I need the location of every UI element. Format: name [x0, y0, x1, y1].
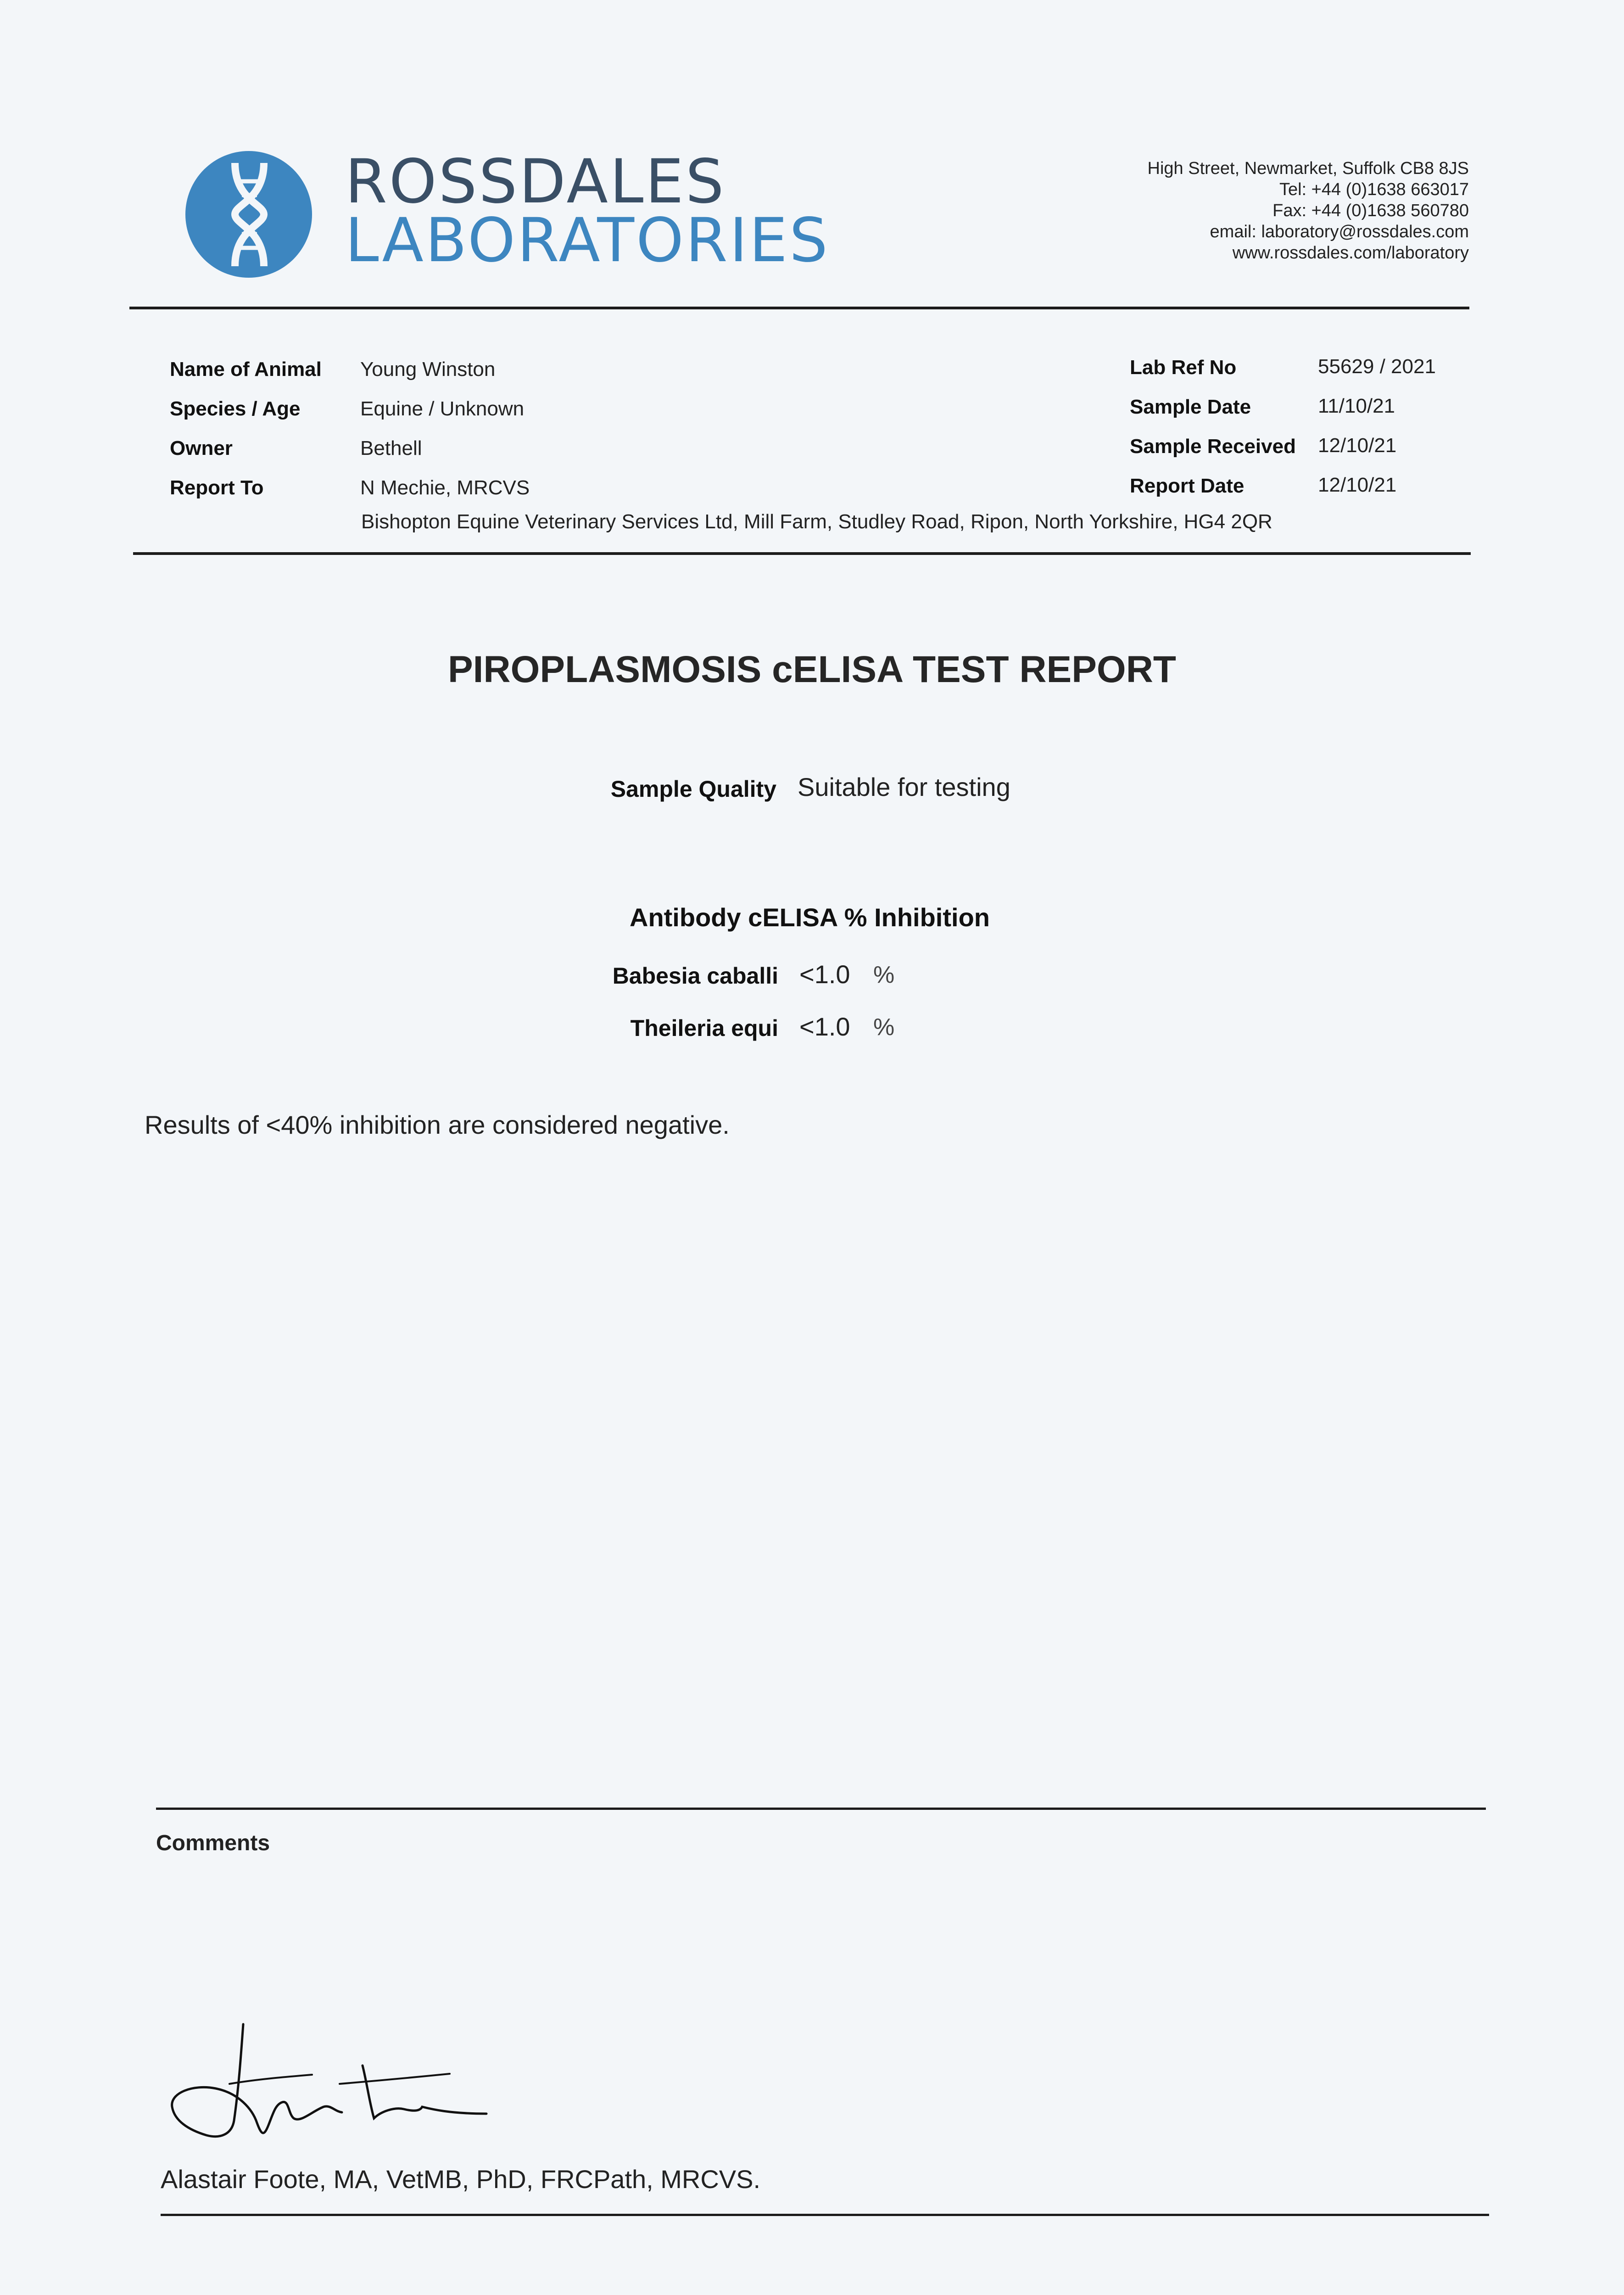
babesia-label: Babesia caballi — [612, 963, 778, 989]
sample-quality-label: Sample Quality — [610, 776, 776, 802]
footer-divider — [161, 2214, 1489, 2216]
signatory-name: Alastair Foote, MA, VetMB, PhD, FRCPath, MRCVS. — [161, 2165, 761, 2194]
report-title: PIROPLASMOSIS cELISA TEST REPORT — [447, 649, 1177, 690]
animal-name-label: Name of Animal — [170, 358, 322, 381]
sample-quality-value: Suitable for testing — [798, 772, 1010, 801]
theileria-unit: % — [873, 1014, 895, 1041]
comments-label: Comments — [156, 1831, 270, 1855]
interpretation-note: Results of <40% inhibition are considered negative. — [145, 1110, 730, 1139]
owner-value: Bethell — [360, 437, 422, 459]
contact-web: www.rossdales.com/laboratory — [1232, 243, 1469, 263]
comments-divider — [156, 1808, 1486, 1810]
animal-name-value: Young Winston — [360, 358, 496, 381]
results-heading: Antibody cELISA % Inhibition — [630, 903, 990, 932]
theileria-label: Theileria equi — [630, 1015, 778, 1041]
babesia-unit: % — [873, 962, 895, 988]
report-date-value: 12/10/21 — [1318, 474, 1397, 496]
practice-address: Bishopton Equine Veterinary Services Ltd, Mill Farm, Studley Road, Ripon, North Yorkshire, HG4 2QR — [361, 510, 1272, 533]
report-date-label: Report Date — [1130, 475, 1245, 497]
brand-name-line2: LABORATORIES — [345, 205, 830, 276]
contact-email: email: laboratory@rossdales.com — [1210, 222, 1469, 241]
contact-address: High Street, Newmarket, Suffolk CB8 8JS — [1147, 159, 1469, 178]
dna-logo-icon — [184, 149, 314, 280]
sample-date-value: 11/10/21 — [1318, 395, 1395, 417]
sample-received-value: 12/10/21 — [1318, 434, 1397, 457]
species-label: Species / Age — [170, 397, 301, 420]
info-divider — [133, 552, 1471, 555]
babesia-value: <1.0 — [799, 960, 850, 989]
lab-ref-value: 55629 / 2021 — [1318, 355, 1436, 378]
report-to-label: Report To — [170, 476, 264, 499]
species-value: Equine / Unknown — [360, 397, 525, 420]
signature-image — [165, 2015, 514, 2148]
sample-date-label: Sample Date — [1130, 396, 1251, 418]
sample-received-label: Sample Received — [1130, 435, 1296, 458]
contact-tel: Tel: +44 (0)1638 663017 — [1279, 180, 1469, 199]
report-to-value: N Mechie, MRCVS — [360, 476, 530, 499]
contact-fax: Fax: +44 (0)1638 560780 — [1272, 201, 1469, 220]
header-divider — [129, 307, 1469, 309]
owner-label: Owner — [170, 437, 233, 459]
theileria-value: <1.0 — [799, 1012, 850, 1041]
lab-ref-label: Lab Ref No — [1130, 356, 1237, 379]
brand-name-line1: ROSSDALES — [345, 146, 726, 217]
